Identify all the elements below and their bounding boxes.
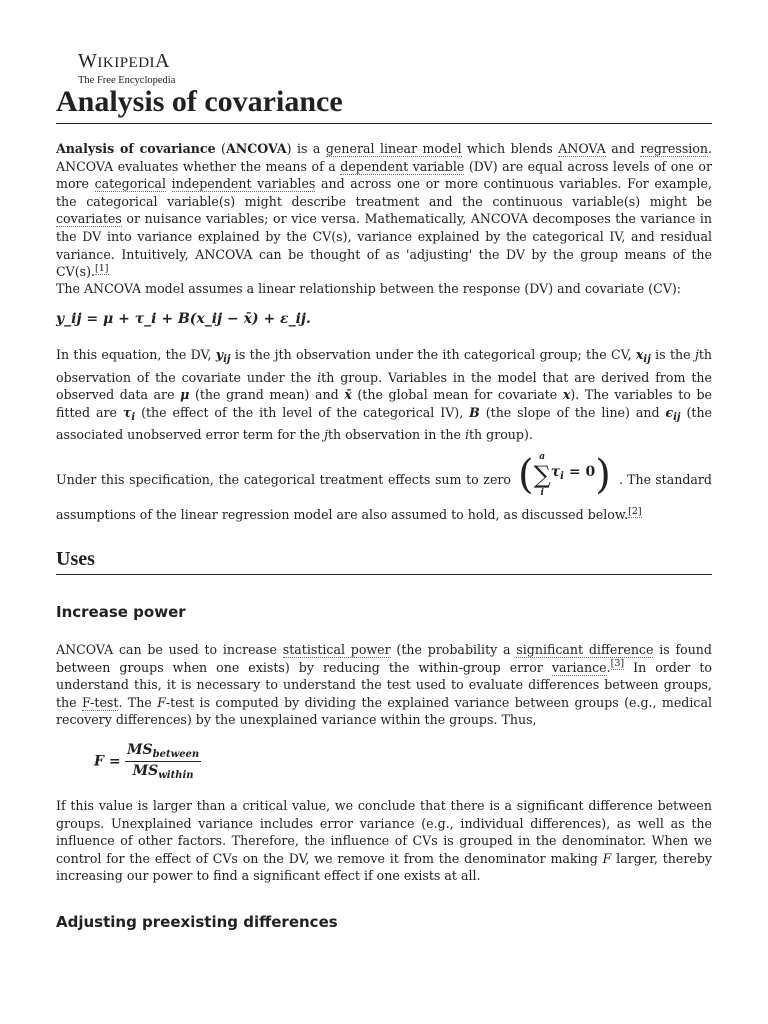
subsection-increase-power-heading: Increase power	[56, 603, 186, 621]
equation-text: y_ij = μ + τ_i + B(x_ij − x̄) + ε_ij.	[56, 311, 311, 327]
symbol-epsilon: $\epsilon_{ij}$	[665, 404, 681, 423]
f-ratio-equation: F = $\frac{MS_{between}}{MS_{within}}$	[94, 742, 200, 781]
link-categorical[interactable]: categorical	[94, 176, 166, 192]
assumptions-line: assumptions of the linear regression model are also assumed to hold, as discussed below.[2]	[56, 505, 642, 522]
specification-text: Under this specification, the categorical treatment effects sum to zero	[56, 472, 511, 487]
wikipedia-wordmark: WIKIPEDIA	[78, 50, 170, 72]
link-covariates[interactable]: covariates	[56, 211, 122, 227]
symbol-x: x	[562, 387, 571, 403]
link-f-test[interactable]: F-test	[81, 694, 119, 710]
intro-paragraph: Analysis of covariance (ANCOVA) is a general linear model which blends ANOVA and regression. ANCOVA evaluates whether the means of a dependent variable (DV) are equal across levels of one or more categorical independent variables and across one or more continuous variables. For example, the categorical variable(s) might describe treatment and the continuous variable(s) might be covariates or nuisance variables; or vice versa. Mathematically, ANCOVA decomposes the variance in the DV into variance explained by the CV(s), variance explained by the categorical IV, and residual variance. Intuitively, ANCOVA can be thought of as 'adjusting' the DV by the group means of the CV(s).[1]	[56, 141, 713, 280]
wikipedia-tagline: The Free Encyclopedia	[78, 75, 176, 86]
symbol-yij: $y_{ij}$	[215, 347, 231, 365]
page-title: Analysis of covariance	[56, 82, 712, 124]
ancova-equation	[56, 311, 311, 327]
symbol-xij: $x_{ij}$	[635, 347, 651, 365]
reference-1[interactable]: [1]	[95, 262, 109, 274]
link-significant-difference[interactable]: significant difference	[516, 642, 654, 657]
link-independent-variables[interactable]: independent variables	[171, 176, 316, 192]
symbol-mu: μ	[180, 387, 190, 403]
link-variance[interactable]: variance	[551, 659, 607, 675]
specification-text-end: . The standard	[619, 472, 712, 487]
critical-value-paragraph: If this value is larger than a critical value, we conclude that there is a significant difference between groups. Unexplained variance includes error variance (e.g., individual differences), as well as the influence of other factors. Therefore, the influence of CVs is grouped in the denominator. When we control for the effect of CVs on the DV, we remove it from the denominator making F larger, thereby increasing our power to find a significant effect if one exists at all.	[56, 798, 712, 884]
section-uses-heading: Uses	[56, 545, 712, 575]
symbol-b: B	[469, 404, 480, 420]
equation-explanation: In this equation, the DV, $y_{ij}$ is the jth observation under the ith categorical group; the CV, $x_{ij}$ is the jth observation of the covariate under the ith group. Variables in the model that are derived from the observed data are μ (the grand mean) and x̄ (the global mean for covariate x). The variables to be fitted are $\tau_i$ (the effect of the ith level of the categorical IV), B (the slope of the line) and $\epsilon_{ij}$ (the associated unobserved error term for the jth observation in the ith group).	[56, 347, 713, 443]
specification-line	[56, 452, 712, 505]
model-sentence: The ANCOVA model assumes a linear relationship between the response (DV) and covariate (CV):	[56, 281, 681, 296]
link-regression[interactable]: regression	[640, 141, 709, 156]
symbol-tau: $\tau_i$	[122, 404, 136, 423]
reference-3[interactable]: [3]	[610, 658, 625, 670]
power-paragraph: ANCOVA can be used to increase statistical power (the probability a significant difference is found between groups when one exists) by reducing the within-group error variance.[3] In order to understand this, it is necessary to understand the test used to evaluate differences between groups, the F-test. The F-test is computed by dividing the explained variance between groups (e.g., medical recovery differences) by the unexplained variance within the groups. Thus,	[56, 642, 712, 728]
sum-equation: ( a ∑ i $\tau_i = 0$)	[518, 452, 611, 498]
link-anova[interactable]: ANOVA	[558, 141, 606, 156]
f-ratio-fraction: $\frac{MS_{between}}{MS_{within}}$	[127, 742, 200, 781]
link-dependent-variable[interactable]: dependent variable	[340, 158, 465, 174]
reference-2[interactable]: [2]	[628, 505, 642, 517]
link-general-linear-model[interactable]: general linear model	[325, 141, 462, 156]
subsection-adjusting-heading: Adjusting preexisting differences	[56, 913, 338, 931]
symbol-xbar: x̄	[344, 387, 352, 403]
link-statistical-power[interactable]: statistical power	[282, 642, 391, 657]
